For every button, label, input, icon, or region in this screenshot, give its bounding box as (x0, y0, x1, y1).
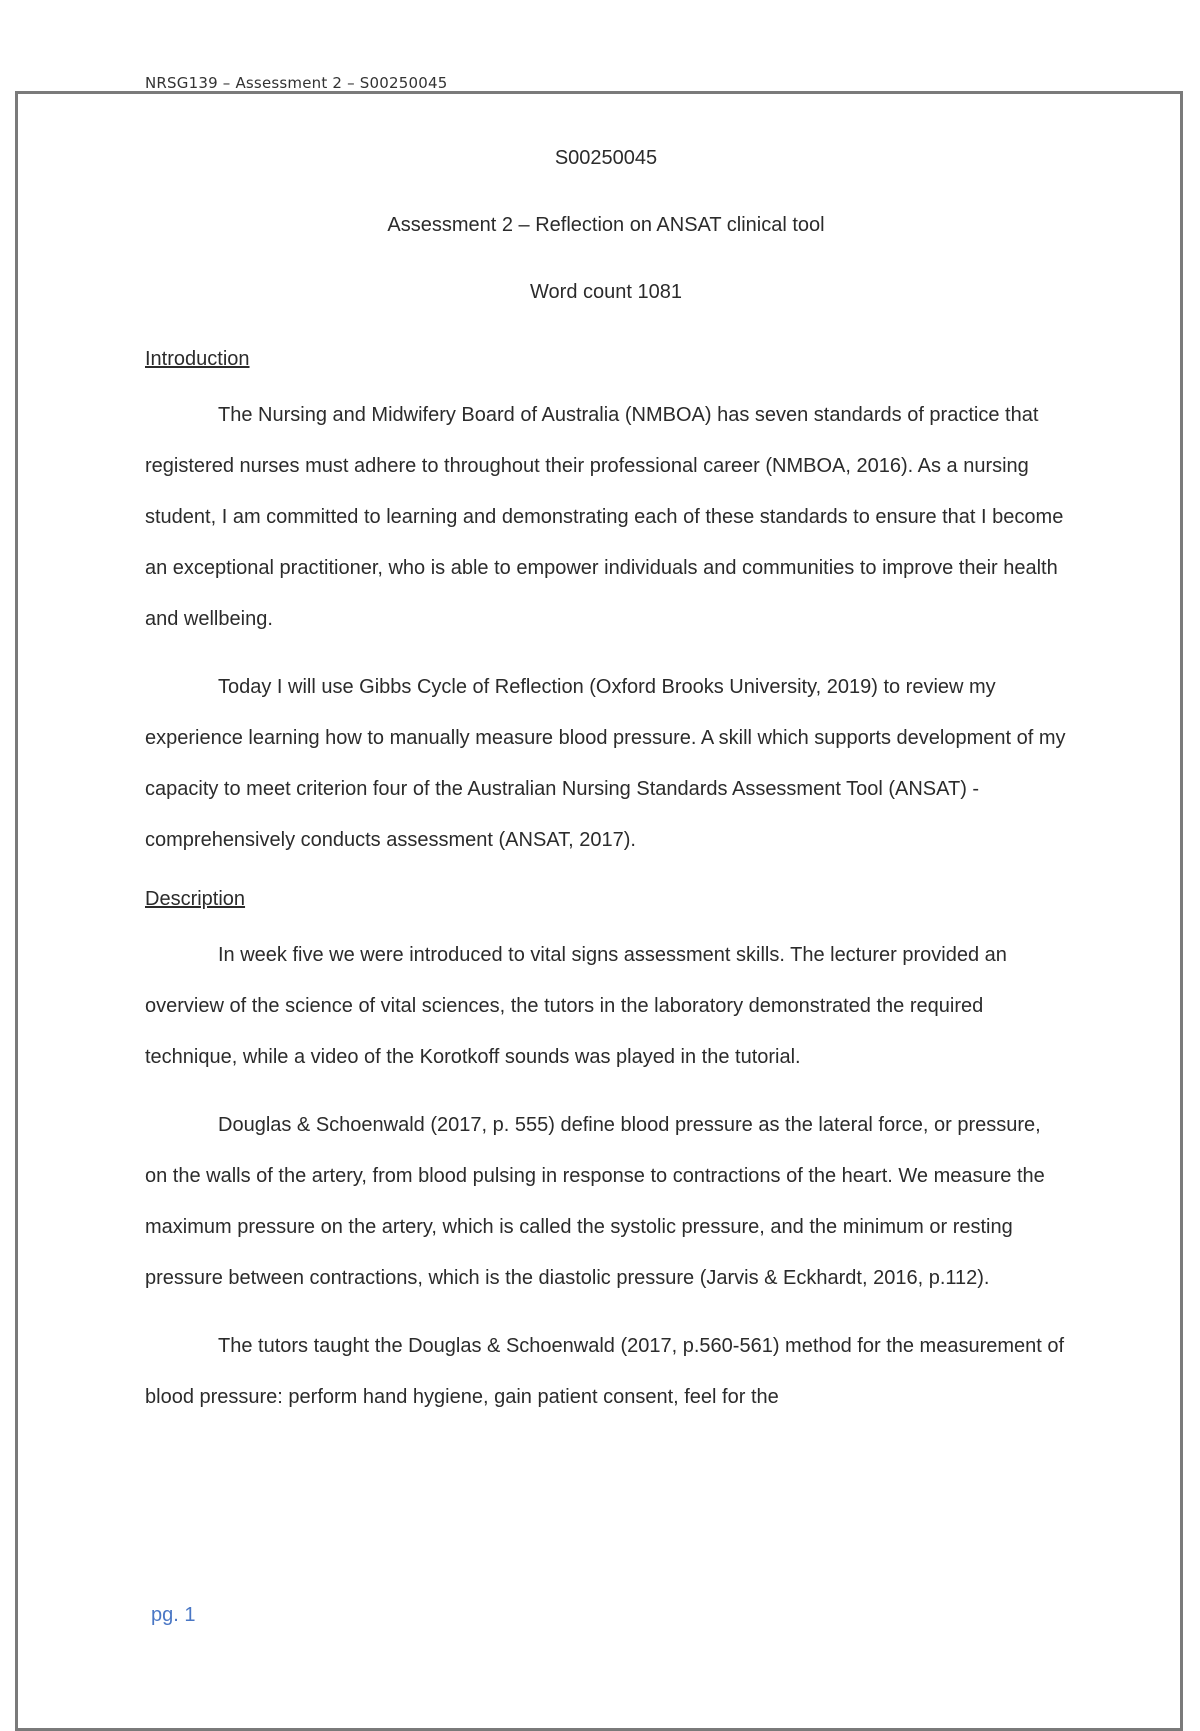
paragraph: In week five we were introduced to vital signs assessment skills. The lecturer provided an overview of the science of vital sciences, the tutors in the laboratory demonstrated the required technique, while a video of the Korotkoff sounds was played in the tutorial. (145, 944, 1007, 1068)
word-count: Word count 1081 (530, 281, 682, 303)
paragraph: Douglas & Schoenwald (2017, p. 555) define blood pressure as the lateral force, or pressure, on the walls of the artery, from blood pulsing in response to contractions of the heart. We measure the maximum pressure on the artery, which is called the systolic pressure, and the minimum or resting pressure between contractions, which is the diastolic pressure (Jarvis & Eckhardt, 2016, p.112). (145, 1114, 1045, 1289)
introduction-heading: Introduction (145, 348, 250, 370)
page-number: pg. 1 (151, 1604, 196, 1626)
document-body (145, 142, 1067, 1440)
student-id: S00250045 (554, 147, 658, 169)
description-heading: Description (145, 888, 246, 910)
paragraph: The tutors taught the Douglas & Schoenwald (2017, p.560-561) method for the measurement of blood pressure: perform hand hygiene, gain patient consent, feel for the (145, 1335, 1065, 1408)
running-header: NRSG139 – Assessment 2 – S00250045 (145, 74, 448, 92)
document-title: Assessment 2 – Reflection on ANSAT clinical tool (387, 214, 825, 236)
paragraph: The Nursing and Midwifery Board of Australia (NMBOA) has seven standards of practice that registered nurses must adhere to throughout their professional career (NMBOA, 2016). As a nursing student, I am committed to learning and demonstrating each of these standards to ensure that I become an exceptional practitioner, who is able to empower individuals and communities to improve their health and wellbeing. (145, 404, 1064, 630)
paragraph: Today I will use Gibbs Cycle of Reflection (Oxford Brooks University, 2019) to review my experience learning how to manually measure blood pressure. A skill which supports development of my capacity to meet criterion four of the Australian Nursing Standards Assessment Tool (ANSAT) - comprehensively conducts assessment (ANSAT, 2017). (145, 676, 1066, 851)
